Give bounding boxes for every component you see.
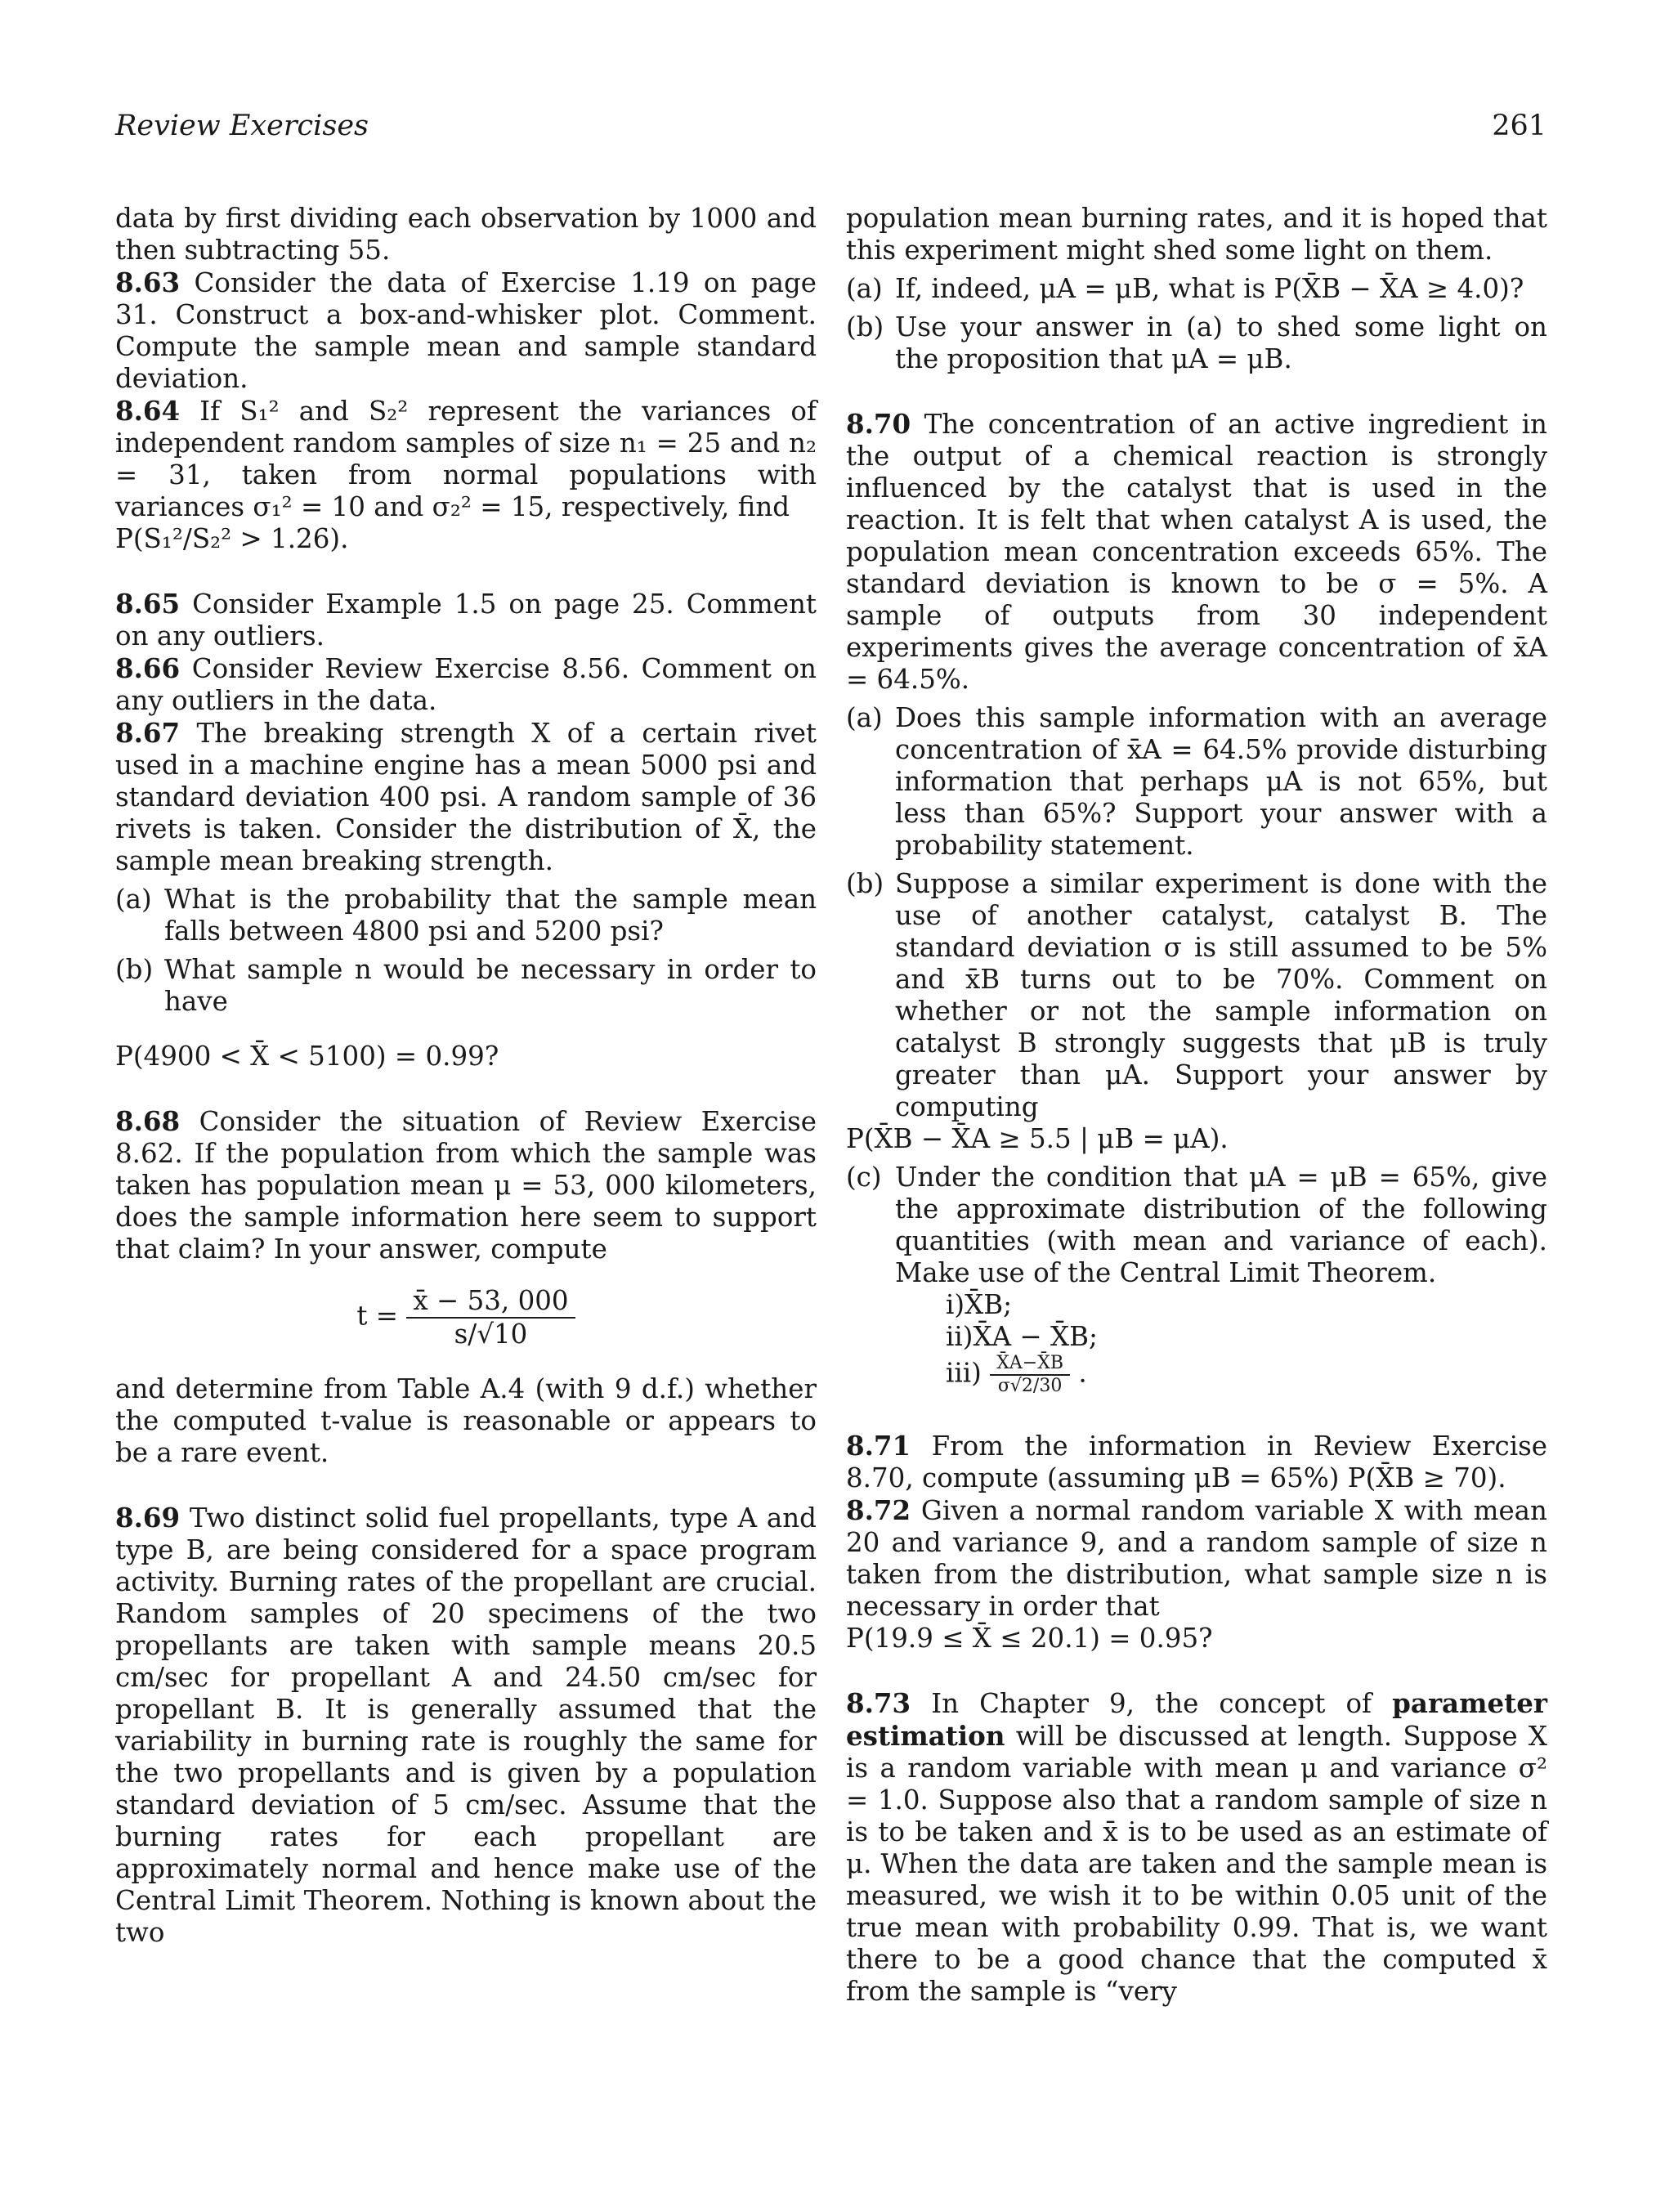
sub-item-label: iii) xyxy=(946,1357,982,1389)
exercise-8-65 xyxy=(115,588,817,652)
exercise-number: 8.67 xyxy=(115,717,181,749)
fraction-numerator: X̄A−X̄B xyxy=(990,1353,1070,1376)
intro-continuation: data by first dividing each observation by 1000 and then subtracting 55. xyxy=(115,203,817,266)
exercise-text: Two distinct solid fuel propellants, type A and type B, are being considered for a space program activity. Burning rates of the propellant are crucial. Random samples of 20 specimens of the two propellants are taken with sample means 20.5 cm/sec for propellant A and 24.50 cm/sec for propellant B. It is generally assumed that the variability in burning rate is roughly the same for the two propellants and is given by a population standard deviation of 5 cm/sec. Assume that the burning rates for each propellant are approximately normal and hence make use of the Central Limit Theorem. Nothing is known about the two xyxy=(115,1502,817,1948)
exercise-text: Consider Example 1.5 on page 25. Comment on any outliers. xyxy=(115,589,817,652)
part-label: (b) xyxy=(846,311,884,343)
part-text: What sample n would be necessary in order to have xyxy=(164,954,817,1017)
part-a xyxy=(115,884,817,947)
exercise-text: population mean burning rates, and it is hoped that this experiment might shed some light on them. xyxy=(846,203,1547,266)
part-text: Under the condition that μA = μB = 65%, give the approximate distribution of the following quantities (with mean and variance of each). Make use of the Central Limit Theorem. xyxy=(895,1162,1547,1288)
exercise-text: Consider the data of Exercise 1.19 on page 31. Construct a box-and-whisker plot. Comment. Compute the sample mean and sample standard deviation. xyxy=(115,267,817,394)
exercise-text: In Chapter 9, the concept of xyxy=(931,1688,1372,1719)
part-text: If, indeed, μA = μB, what is P(X̄B − X̄A ≥ 4.0)? xyxy=(895,273,1524,304)
exercise-8-66 xyxy=(115,652,817,717)
exercise-number: 8.70 xyxy=(846,408,911,440)
t-statistic-formula xyxy=(115,1285,817,1350)
part-text: Use your answer in (a) to shed some light on the proposition that μA = μB. xyxy=(895,311,1547,374)
exercise-number: 8.72 xyxy=(846,1494,911,1526)
sub-item-end: . xyxy=(1078,1357,1087,1389)
fraction-denominator: s/√10 xyxy=(454,1319,528,1350)
exercise-8-71 xyxy=(846,1430,1547,1494)
exercise-text: If S₁² and S₂² represent the variances of independent random samples of size n₁ = 25 and n₂ = 31, taken from normal populations with variances σ₁² = 10 and σ₂² = 15, respectively, find xyxy=(115,396,817,522)
exercise-number: 8.63 xyxy=(115,266,181,298)
exercise-text: will be discussed at length. Suppose X is a random variable with mean μ and variance σ² = 1.0. Suppose also that a random sample of size n is to be taken and x̄ is to be used as an estimate of μ. When the data are taken and the sample mean is measured, we wish it to be within 0.05 unit of the true mean with probability 0.99. That is, we want there to be a good chance that the computed x̄ from the sample is “very xyxy=(846,1721,1547,2007)
exercise-text-after: and determine from Table A.4 (with 9 d.f.) whether the computed t-value is reasonable or appears to be a rare event. xyxy=(115,1373,817,1468)
exercise-number: 8.65 xyxy=(115,588,181,620)
part-label: (a) xyxy=(115,884,152,915)
display-formula: P(X̄B − X̄A ≥ 5.5 | μB = μA). xyxy=(846,1123,1229,1154)
part-a xyxy=(846,273,1547,305)
part-label: (b) xyxy=(115,954,154,985)
exercise-8-69 xyxy=(115,1502,817,1949)
part-label: (a) xyxy=(846,702,883,733)
fraction-numerator: x̄ − 53, 000 xyxy=(406,1285,575,1319)
part-b xyxy=(115,954,817,1018)
right-column xyxy=(846,203,1547,2008)
exercise-8-67 xyxy=(115,717,817,1072)
exercise-text: The breaking strength X of a certain rivet used in a machine engine has a mean 5000 psi and standard deviation 400 psi. A random sample of 36 rivets is taken. Consider the distribution of X̄, the sample mean breaking strength. xyxy=(115,718,817,876)
part-label: (b) xyxy=(846,868,884,899)
exercise-text: From the information in Review Exercise 8.70, compute (assuming μB = 65%) P(X̄B ≥ 70). xyxy=(846,1431,1547,1493)
exercise-text: The concentration of an active ingredient in the output of a chemical reaction is strongly influenced by the catalyst that is used in the reaction. It is felt that when catalyst A is used, the population mean concentration exceeds 65%. The standard deviation is known to be σ = 5%. A sample of outputs from 30 independent experiments gives the average concentration of x̄A = 64.5%. xyxy=(846,409,1547,695)
exercise-8-73 xyxy=(846,1687,1547,2008)
exercise-8-68 xyxy=(115,1105,817,1469)
exercise-text: Consider Review Exercise 8.56. Comment on any outliers in the data. xyxy=(115,653,817,716)
exercise-8-63 xyxy=(115,266,817,395)
part-label: (a) xyxy=(846,273,883,304)
fraction xyxy=(990,1353,1070,1397)
exercise-text: Given a normal random variable X with mean 20 and variance 9, and a random sample of size n taken from the distribution, what sample size n is necessary in order that xyxy=(846,1495,1547,1622)
part-text: Does this sample information with an average concentration of x̄A = 64.5% provide disturbing information that perhaps μA is not 65%, but less than 65%? Support your answer with a probability statement. xyxy=(895,702,1547,861)
part-text: What is the probability that the sample mean falls between 4800 psi and 5200 psi? xyxy=(164,884,817,947)
sub-item-i: i)X̄B; xyxy=(946,1289,1013,1320)
sub-item-ii: ii)X̄A − X̄B; xyxy=(946,1321,1098,1352)
exercise-number: 8.71 xyxy=(846,1430,911,1462)
part-b xyxy=(846,868,1547,1123)
sub-item-iii xyxy=(846,1353,1547,1397)
exercise-number: 8.73 xyxy=(846,1687,911,1719)
exercise-number: 8.68 xyxy=(115,1105,181,1137)
exercise-text: Consider the situation of Review Exercise 8.62. If the population from which the sample was taken has population mean μ = 53, 000 kilometers, does the sample information here seem to support that claim? In your answer, compute xyxy=(115,1106,817,1265)
fraction-denominator: σ√2/30 xyxy=(997,1376,1063,1396)
fraction xyxy=(406,1285,575,1350)
exercise-number: 8.64 xyxy=(115,395,181,427)
exercise-8-72 xyxy=(846,1494,1547,1655)
part-text: Suppose a similar experiment is done with the use of another catalyst, catalyst B. The standard deviation σ is still assumed to be 5% and x̄B turns out to be 70%. Comment on whether or not the sample information on catalyst B strongly suggests that μB is truly greater than μA. Support your answer by computing xyxy=(895,868,1547,1122)
part-c xyxy=(846,1162,1547,1289)
page-number: 261 xyxy=(1492,110,1546,142)
display-formula: P(19.9 ≤ X̄ ≤ 20.1) = 0.95? xyxy=(846,1623,1213,1654)
part-b xyxy=(846,311,1547,375)
section-title: Review Exercises xyxy=(115,110,369,142)
exercise-number: 8.66 xyxy=(115,652,181,684)
part-a xyxy=(846,702,1547,862)
exercise-8-69-continued xyxy=(846,203,1547,375)
display-formula: P(S₁²/S₂² > 1.26). xyxy=(115,523,349,554)
left-column xyxy=(115,203,817,1949)
exercise-8-70 xyxy=(846,408,1547,1397)
exercise-number: 8.69 xyxy=(115,1502,181,1534)
display-formula: P(4900 < X̄ < 5100) = 0.99? xyxy=(115,1041,499,1072)
bold-term: parameter estimation xyxy=(846,1687,1547,1752)
exercise-8-64 xyxy=(115,395,817,555)
part-label: (c) xyxy=(846,1162,882,1193)
formula-lhs: t = xyxy=(356,1300,398,1332)
